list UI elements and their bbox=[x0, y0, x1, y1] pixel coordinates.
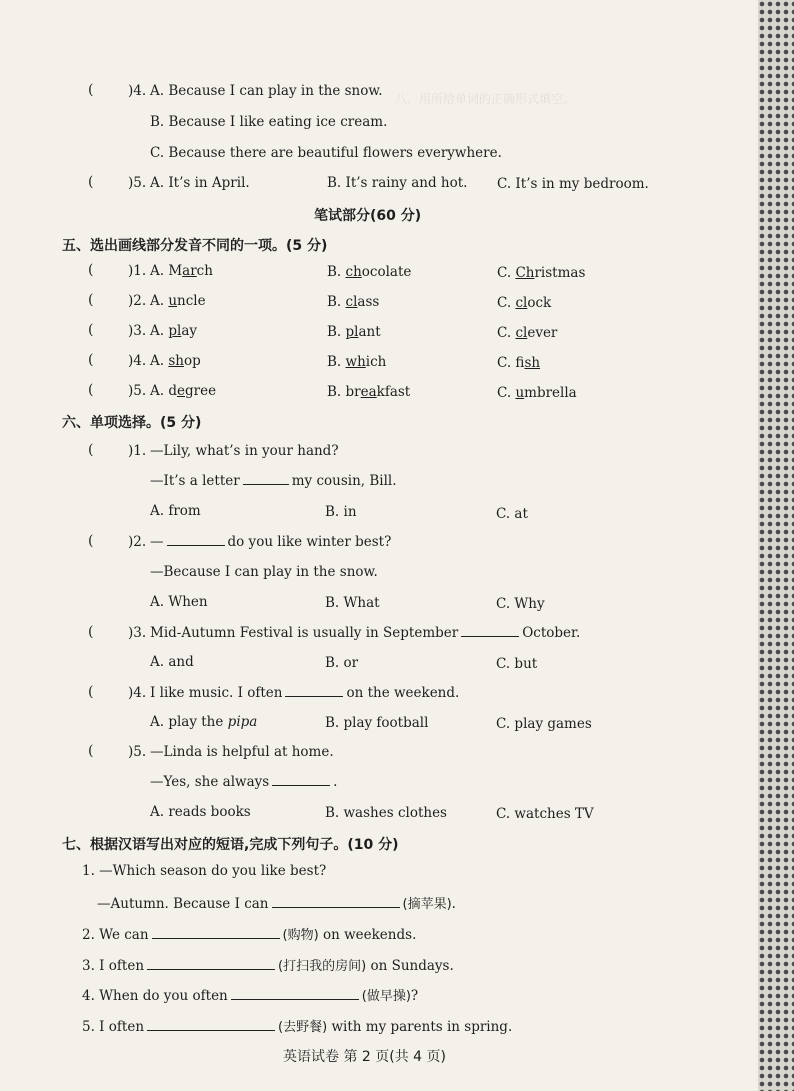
answer-blank[interactable] bbox=[167, 544, 225, 546]
written-part-title: 笔试部分(60 分) bbox=[314, 208, 422, 224]
option-a: A. play bbox=[150, 323, 197, 339]
answer-paren[interactable]: ( bbox=[88, 352, 94, 368]
option-a: A. from bbox=[150, 503, 201, 519]
sentence-1-answer: —Autumn. Because I can (摘苹果). bbox=[97, 896, 456, 912]
answer-blank[interactable] bbox=[461, 635, 519, 637]
option-c: C. Why bbox=[496, 596, 545, 612]
option-b: B. class bbox=[327, 294, 380, 310]
option-a: A. March bbox=[150, 263, 213, 279]
question-text: —Because I can play in the snow. bbox=[150, 564, 378, 580]
answer-blank[interactable] bbox=[272, 784, 330, 786]
answer-paren[interactable]: ( bbox=[88, 292, 94, 308]
option-c: C. It’s in my bedroom. bbox=[497, 176, 649, 192]
option-a: A. Because I can play in the snow. bbox=[150, 83, 383, 99]
page-footer: 英语试卷 第 2 页(共 4 页) bbox=[283, 1049, 446, 1065]
answer-blank[interactable] bbox=[147, 1029, 275, 1031]
answer-paren[interactable]: ( bbox=[88, 743, 94, 759]
answer-blank[interactable] bbox=[285, 695, 343, 697]
answer-blank[interactable] bbox=[231, 998, 359, 1000]
question-number: )3. bbox=[128, 625, 147, 641]
option-b: B. Because I like eating ice cream. bbox=[150, 114, 388, 130]
option-c: C. at bbox=[496, 506, 528, 522]
option-c: C. clock bbox=[497, 295, 552, 311]
question-number: )5. bbox=[128, 175, 147, 191]
option-a: A. It’s in April. bbox=[150, 175, 250, 191]
question-number: )1. bbox=[128, 443, 147, 459]
sentence-3: 3. I often (打扫我的房间) on Sundays. bbox=[82, 958, 454, 974]
question-text: —Yes, she always . bbox=[150, 774, 338, 790]
option-b: B. washes clothes bbox=[325, 805, 447, 821]
bleed-through-text: 八、用所给单词的正确形式填空。 bbox=[395, 92, 576, 106]
question-number: )4. bbox=[128, 685, 147, 701]
scan-edge-pattern bbox=[758, 0, 794, 1091]
question-text: —Lily, what’s in your hand? bbox=[150, 443, 339, 459]
section5-title: 五、选出画线部分发音不同的一项。(5 分) bbox=[62, 238, 328, 254]
sentence-5: 5. I often (去野餐) with my parents in spring. bbox=[82, 1019, 513, 1035]
option-b: B. It’s rainy and hot. bbox=[327, 175, 468, 191]
question-number: )3. bbox=[128, 323, 147, 339]
answer-blank[interactable] bbox=[243, 483, 289, 485]
answer-paren[interactable]: ( bbox=[88, 684, 94, 700]
option-a: A. and bbox=[150, 654, 194, 670]
answer-blank[interactable] bbox=[272, 906, 400, 908]
question-text: —It’s a letter my cousin, Bill. bbox=[150, 473, 397, 489]
option-c: C. Christmas bbox=[497, 265, 586, 281]
question-number: )4. bbox=[128, 353, 147, 369]
sentence-2: 2. We can (购物) on weekends. bbox=[82, 927, 417, 943]
option-c: C. umbrella bbox=[497, 385, 577, 401]
question-text: — do you like winter best? bbox=[150, 534, 392, 550]
answer-paren[interactable]: ( bbox=[88, 442, 94, 458]
option-b: B. breakfast bbox=[327, 384, 411, 400]
option-b: B. plant bbox=[327, 324, 381, 340]
option-a: A. reads books bbox=[150, 804, 251, 820]
question-text: Mid-Autumn Festival is usually in September October. bbox=[150, 625, 581, 641]
sentence-1-question: 1. —Which season do you like best? bbox=[82, 863, 327, 879]
answer-paren[interactable]: ( bbox=[88, 322, 94, 338]
answer-paren[interactable]: ( bbox=[88, 382, 94, 398]
option-b: B. or bbox=[325, 655, 359, 671]
option-c: C. clever bbox=[497, 325, 558, 341]
option-c: C. Because there are beautiful flowers everywhere. bbox=[150, 145, 502, 161]
option-a: A. shop bbox=[150, 353, 201, 369]
option-b: B. play football bbox=[325, 715, 429, 731]
answer-paren[interactable]: ( bbox=[88, 262, 94, 278]
question-number: )5. bbox=[128, 744, 147, 760]
answer-paren[interactable]: ( bbox=[88, 174, 94, 190]
answer-paren[interactable]: ( bbox=[88, 624, 94, 640]
question-text: I like music. I often on the weekend. bbox=[150, 685, 460, 701]
option-c: C. but bbox=[496, 656, 538, 672]
answer-paren[interactable]: ( bbox=[88, 82, 94, 98]
question-text: —Linda is helpful at home. bbox=[150, 744, 334, 760]
question-number: )2. bbox=[128, 293, 147, 309]
question-number: )1. bbox=[128, 263, 147, 279]
option-b: B. which bbox=[327, 354, 387, 370]
answer-blank[interactable] bbox=[147, 968, 275, 970]
option-b: B. What bbox=[325, 595, 380, 611]
option-b: B. chocolate bbox=[327, 264, 412, 280]
option-b: B. in bbox=[325, 504, 357, 520]
section6-title: 六、单项选择。(5 分) bbox=[62, 415, 202, 431]
option-c: C. play games bbox=[496, 716, 592, 732]
question-number: )5. bbox=[128, 383, 147, 399]
section7-title: 七、根据汉语写出对应的短语,完成下列句子。(10 分) bbox=[62, 837, 399, 853]
question-number: )2. bbox=[128, 534, 147, 550]
answer-blank[interactable] bbox=[152, 937, 280, 939]
option-c: C. watches TV bbox=[496, 806, 594, 822]
option-a: A. uncle bbox=[150, 293, 206, 309]
sentence-4: 4. When do you often (做早操)? bbox=[82, 988, 419, 1004]
answer-paren[interactable]: ( bbox=[88, 533, 94, 549]
option-a: A. degree bbox=[150, 383, 217, 399]
option-a: A. When bbox=[150, 594, 208, 610]
question-number: )4. bbox=[128, 83, 147, 99]
option-c: C. fish bbox=[497, 355, 541, 371]
option-a: A. play the pipa bbox=[150, 714, 258, 730]
